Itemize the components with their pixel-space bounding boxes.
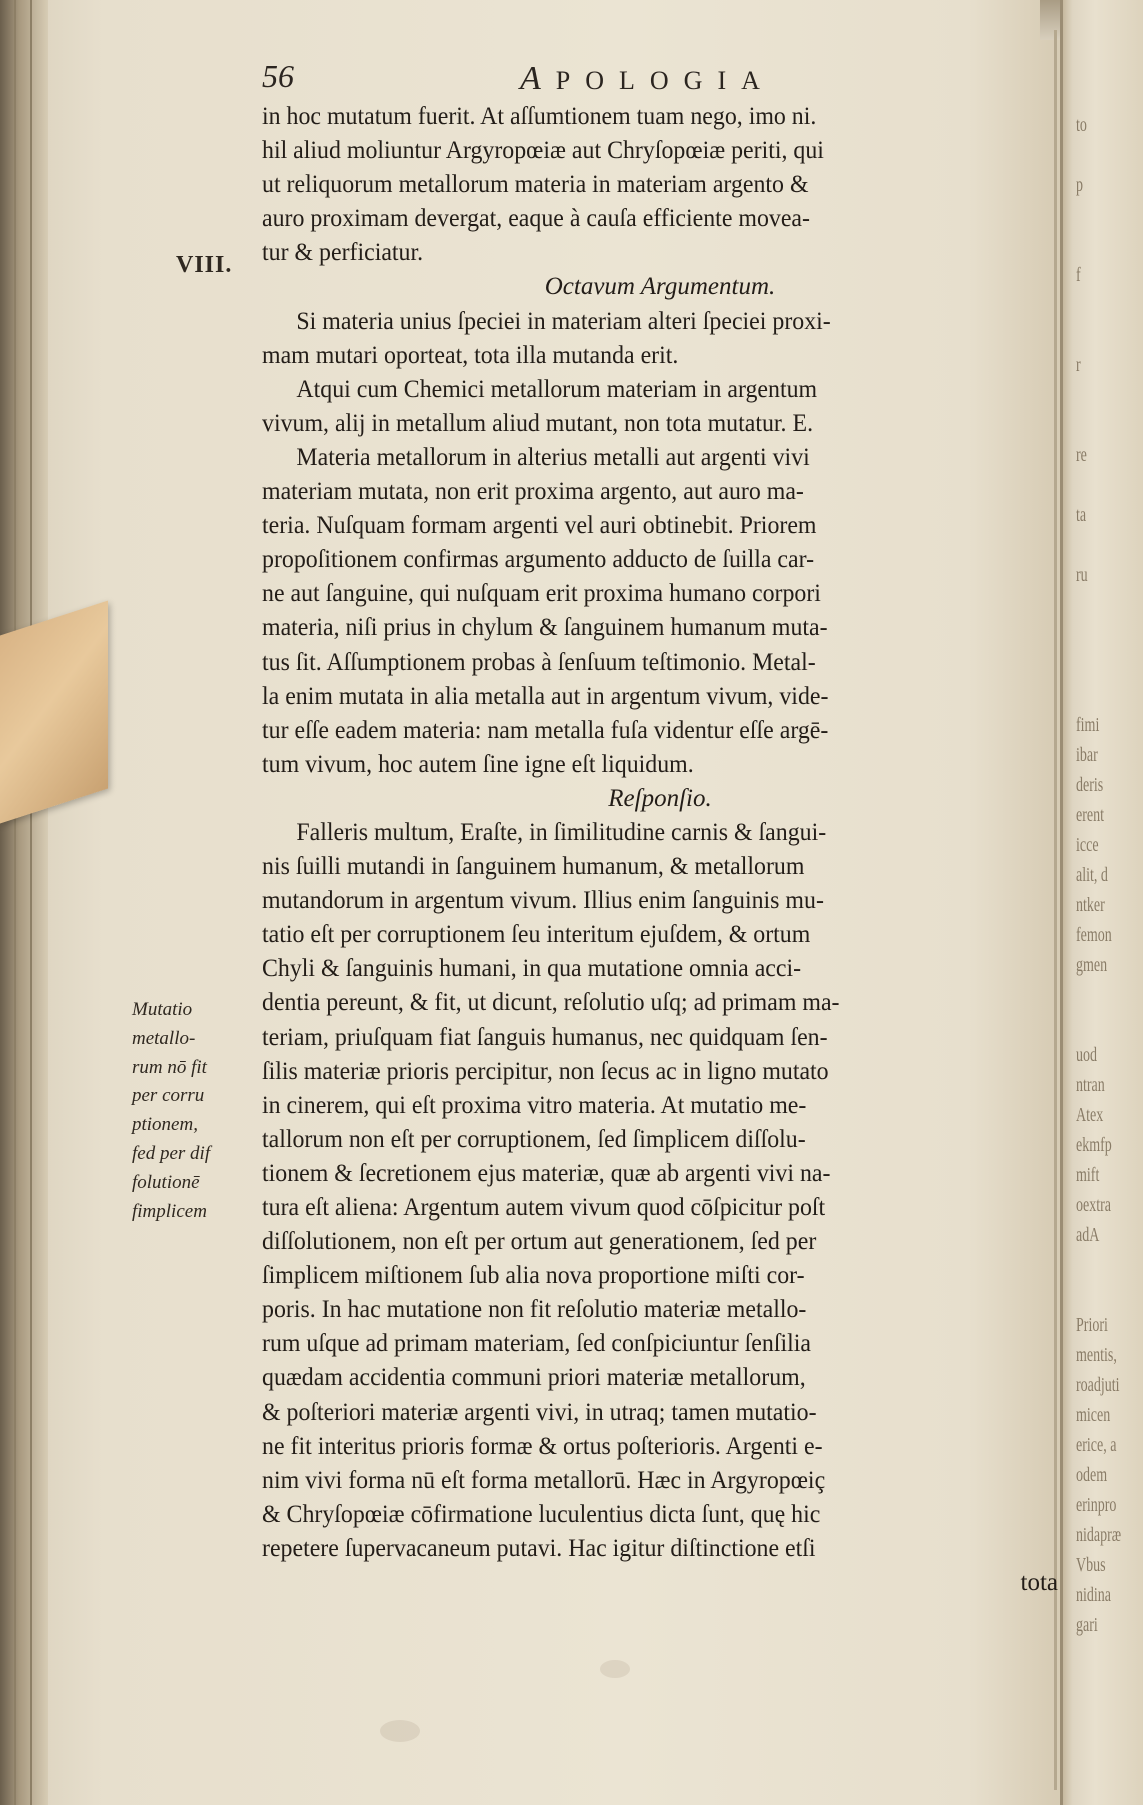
- text-line: tus ſit. Aſſumptionem probas à ſenſuum teſtimonio. Metal-: [262, 648, 816, 676]
- facing-page-fragment: f: [1076, 264, 1081, 286]
- text-line: materiam mutata, non erit proxima argento, aut auro ma-: [262, 478, 804, 506]
- facing-page-fragment: uod: [1076, 1044, 1097, 1066]
- paper-stain: [380, 1720, 420, 1742]
- facing-page-fragment: ta: [1076, 504, 1087, 526]
- facing-page-fragment: Vbus: [1076, 1554, 1106, 1576]
- text-line: teria. Nuſquam formam argenti vel auri obtinebit. Priorem: [262, 512, 817, 540]
- facing-page-fragment: re: [1076, 444, 1087, 466]
- binding-edge-line: [14, 0, 16, 1805]
- marginal-note-line: fimplicem: [132, 1200, 207, 1222]
- text-line: & Chryſopœiæ cōfirmatione luculentius dicta ſunt, quę hic: [262, 1500, 821, 1528]
- facing-page-fragment: gmen: [1076, 954, 1108, 976]
- facing-page-fragment: [1076, 620, 1118, 650]
- marginal-note-line: Mutatio: [132, 999, 193, 1020]
- text-line: hil aliud moliuntur Argyropœiæ aut Chryſopœiæ periti, qui: [262, 137, 824, 165]
- facing-page-fragment: mentis,: [1076, 1344, 1117, 1366]
- facing-page-fragment: ibar: [1076, 744, 1098, 766]
- facing-page-fragment: p: [1076, 174, 1083, 196]
- marginal-note-line: per corru: [132, 1085, 205, 1107]
- paper-stain: [600, 1660, 630, 1678]
- facing-page-text-fragments: [1076, 110, 1136, 1636]
- text-line: & poſteriori materiæ argenti vivi, in utraq; tamen mutatio-: [262, 1398, 817, 1426]
- text-line: tallorum non eſt per corruptionem, ſed ſimplicem diſſolu-: [262, 1125, 806, 1153]
- text-line: rum uſque ad primam materiam, ſed conſpiciuntur ſenſilia: [262, 1330, 811, 1358]
- facing-page-fragment: oextra: [1076, 1194, 1111, 1216]
- marginal-note-line: ptionem,: [132, 1114, 198, 1136]
- facing-page-fragment: [1076, 680, 1118, 710]
- binding-gutter-shadow: [0, 0, 48, 1805]
- text-line: in hoc mutatum fuerit. At aſſumtionem tuam nego, imo ni.: [262, 103, 817, 130]
- facing-page-fragment: [1076, 590, 1118, 620]
- marginal-note-line: fed per dif: [132, 1142, 211, 1164]
- text-line: tur & perficiatur.: [262, 239, 424, 267]
- text-line: nis ſuilli mutandi in ſanguinem humanum, & metallorum: [262, 853, 805, 881]
- facing-page-fragment: odem: [1076, 1464, 1108, 1486]
- facing-page-fragment: [1076, 410, 1118, 440]
- facing-page-fragment: erice, a: [1076, 1434, 1117, 1456]
- text-line: auro proximam devergat, eaque à cauſa efficiente movea-: [262, 205, 810, 233]
- binding-edge-line: [30, 0, 32, 1805]
- text-line: propoſitionem confirmas argumento adducto de ſuilla car-: [262, 546, 815, 574]
- facing-page-fragment: alit, d: [1076, 864, 1108, 886]
- text-line: Atqui cum Chemici metallorum materiam in argentum: [296, 375, 818, 403]
- facing-page-fragment: ntker: [1076, 894, 1105, 916]
- marginal-note-line: metallo-: [132, 1027, 196, 1049]
- text-line: ut reliquorum metallorum materia in materiam argento &: [262, 171, 809, 199]
- marginal-note-line: folutionē: [132, 1171, 200, 1193]
- facing-page-fragment: [1076, 320, 1118, 350]
- facing-page-fragment: micen: [1076, 1404, 1111, 1426]
- facing-page-fragment: [1076, 140, 1118, 170]
- text-line: materia, niſi prius in chylum & ſanguinem humanum muta-: [262, 614, 828, 642]
- facing-page-fragment: ru: [1076, 564, 1088, 586]
- text-line: teriam, priuſquam fiat ſanguis humanus, nec quidquam ſen-: [262, 1023, 828, 1051]
- section-heading: Reſponſio.: [608, 784, 712, 812]
- facing-page-fragment: femon: [1076, 924, 1112, 946]
- text-line: ſilis materiæ prioris percipitur, non ſecus ac in ligno mutato: [262, 1057, 829, 1085]
- text-line: in cinerem, qui eſt proxima vitro materia. At mutatio me-: [262, 1091, 807, 1119]
- section-heading: Octavum Argumentum.: [544, 273, 776, 301]
- text-line: poris. In hac mutatione non fit reſolutio materiæ metallo-: [262, 1296, 807, 1324]
- text-line: ne aut ſanguine, qui nuſquam erit proxima humano corpori: [262, 580, 821, 608]
- text-line: dentia pereunt, & fit, ut dicunt, reſolutio uſq; ad primam ma-: [262, 989, 840, 1017]
- facing-page-fragment: roadjuti: [1076, 1374, 1120, 1396]
- facing-page-fragment: mift: [1076, 1164, 1100, 1186]
- text-line: ne fit interitus prioris formæ & ortus poſterioris. Argenti e-: [262, 1432, 823, 1460]
- text-line: mutandorum in argentum vivum. Illius enim ſanguinis mu-: [262, 887, 824, 915]
- catchword: tota: [1020, 1569, 1058, 1597]
- facing-page-fragment: [1076, 290, 1118, 320]
- facing-page-fragment: erinpro: [1076, 1494, 1117, 1516]
- facing-page-fragment: [1076, 470, 1118, 500]
- facing-page-fragment: [1076, 1250, 1118, 1280]
- text-line: quædam accidentia communi priori materiæ metallorum,: [262, 1364, 806, 1392]
- facing-page-fragment: ntran: [1076, 1074, 1105, 1096]
- text-line: tionem & ſecretionem ejus materiæ, quæ ab argenti vivi na-: [262, 1159, 831, 1187]
- text-line: ſimplicem miſtionem ſub alia nova proportione miſti cor-: [262, 1262, 805, 1290]
- text-line: Falleris multum, Eraſte, in ſimilitudine carnis & ſangui-: [296, 818, 827, 846]
- facing-page-fragment: [1076, 200, 1118, 230]
- facing-page-fragment: [1076, 1010, 1118, 1040]
- bookmark-paper-tab: [0, 600, 108, 823]
- text-line: tatio eſt per corruptionem ſeu interitum ejuſdem, & ortum: [262, 921, 811, 949]
- facing-page-fragment: fimi: [1076, 714, 1100, 736]
- facing-page-fragment: [1076, 980, 1118, 1010]
- facing-page-fragment: Atex: [1076, 1104, 1104, 1126]
- facing-page-fragment: nidapræ: [1076, 1524, 1122, 1546]
- text-line: tura eſt aliena: Argentum autem vivum quod cōſpicitur poſt: [262, 1194, 826, 1221]
- text-line: diſſolutionem, non eſt per ortum aut generationem, ſed per: [262, 1228, 817, 1256]
- facing-page-fragment: [1076, 650, 1118, 680]
- facing-page-fragment: [1076, 230, 1118, 260]
- facing-page-fragment: Priori: [1076, 1314, 1108, 1336]
- facing-page-fragment: deris: [1076, 774, 1104, 796]
- text-line: la enim mutata in alia metalla aut in argentum vivum, vide-: [262, 682, 829, 710]
- facing-page-fragment: nidina: [1076, 1584, 1111, 1606]
- facing-page-fragment: icce: [1076, 834, 1099, 856]
- text-line: tur eſſe eadem materia: nam metalla fuſa videntur eſſe argē-: [262, 716, 829, 744]
- text-line: Si materia unius ſpeciei in materiam alteri ſpeciei proxi-: [296, 307, 831, 335]
- page-number: 56: [262, 58, 294, 94]
- facing-page-fragment: ekmfp: [1076, 1134, 1112, 1156]
- body-text: [262, 100, 1058, 1597]
- marginal-note: [132, 996, 252, 1226]
- text-line: vivum, alij in metallum aliud mutant, non tota mutatur. E.: [262, 409, 814, 437]
- text-line: repetere ſupervacaneum putavi. Hac igitur diſtinctione etſi: [262, 1534, 816, 1562]
- facing-page-fragment: to: [1076, 114, 1087, 136]
- running-title: APOLOGIA: [520, 60, 775, 97]
- facing-page-fragment: [1076, 380, 1118, 410]
- facing-page-fragment: gari: [1076, 1614, 1098, 1636]
- text-line: tum vivum, hoc autem ſine igne eſt liquidum.: [262, 750, 694, 778]
- text-line: mam mutari oporteat, tota illa mutanda erit.: [262, 341, 679, 369]
- page-header: [262, 58, 832, 98]
- text-line: Chyli & ſanguinis humani, in qua mutatione omnia acci-: [262, 955, 802, 983]
- marginal-note-line: rum nō fit: [132, 1056, 207, 1078]
- section-number: VIII.: [176, 252, 233, 278]
- facing-page-fragment: [1076, 530, 1118, 560]
- facing-page-fragment: erent: [1076, 804, 1104, 826]
- facing-page-fragment: [1076, 1280, 1118, 1310]
- text-line: nim vivi forma nū eſt forma metallorū. Hæc in Argyropœiç: [262, 1466, 826, 1494]
- text-line: Materia metallorum in alterius metalli aut argenti vivi: [296, 443, 810, 471]
- facing-page-fragment: adA: [1076, 1224, 1100, 1246]
- facing-page-fragment: r: [1076, 354, 1081, 376]
